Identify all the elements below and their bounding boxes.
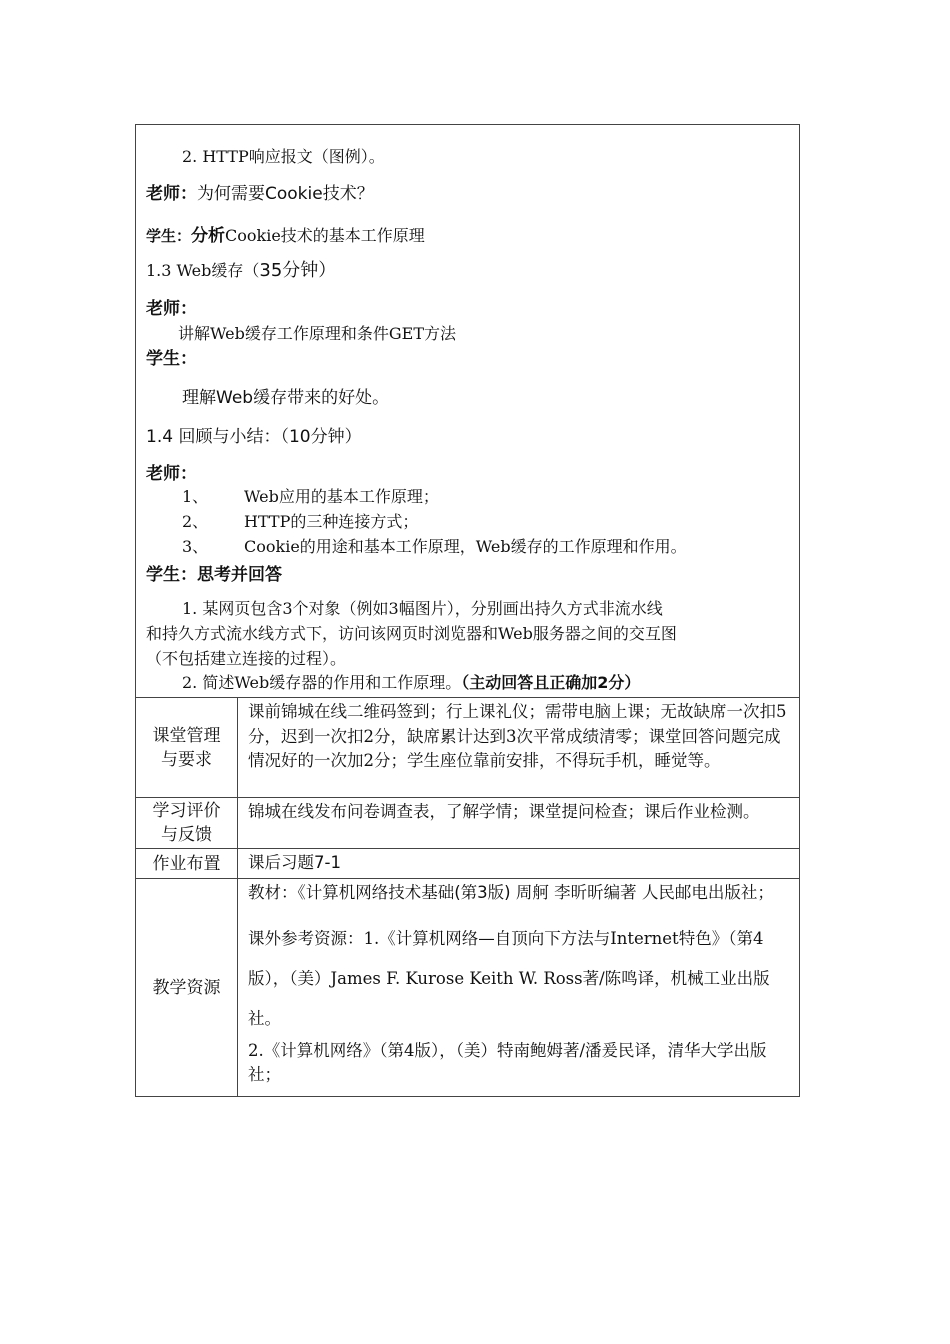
textbook-reference: 教材：《计算机网络技术基础(第3版) 周舸 李昕昕编著 人民邮电出版社； xyxy=(248,883,774,902)
teaching-process-cell xyxy=(136,125,800,698)
bonus-note: （主动回答且正确加2分） xyxy=(461,673,641,692)
review-item-number: 3、 xyxy=(182,537,209,556)
classroom-management-text: 课前锦城在线二维码签到；行上课礼仪；需带电脑上课；无故缺席一次扣5分，迟到一次扣2分，缺席累计达到3次平常成绩清零；课堂回答问题完成情况好的一次加2分；学生座位靠前安排，不得玩手机，睡觉等。 xyxy=(238,698,800,798)
review-item-2 xyxy=(182,512,789,532)
review-item-3 xyxy=(182,537,789,557)
teacher-label-2: 老师： xyxy=(146,299,197,319)
review-item-text: HTTP的三种连接方式； xyxy=(244,512,419,531)
teacher-label: 老师： xyxy=(146,184,197,204)
teaching-process-row xyxy=(136,125,800,698)
evaluation-text: 锦城在线发布问卷调查表，了解学情；课堂提问检查；课后作业检测。 xyxy=(238,798,800,849)
http-response-line: 2. HTTP响应报文（图例）。 xyxy=(182,147,385,166)
student-label-2: 学生： xyxy=(146,349,197,369)
classroom-management-label: 课堂管理 与要求 xyxy=(136,698,238,798)
review-heading: 1.4 回顾与小结：（10分钟） xyxy=(146,427,362,447)
lesson-plan-table xyxy=(135,124,800,1097)
teacher-label-3: 老师： xyxy=(146,464,197,484)
teacher-question: 为何需要Cookie技术？ xyxy=(197,184,374,204)
analysis-keyword: 分析 xyxy=(191,226,226,246)
homework-text: 课后习题7-1 xyxy=(238,849,800,879)
student-analysis-line xyxy=(146,226,789,246)
question-1-line-1: 1. 某网页包含3个对象（例如3幅图片），分别画出持久方式非流水线 xyxy=(182,599,663,618)
section-duration: 35分钟） xyxy=(259,260,337,281)
web-cache-heading xyxy=(146,261,789,281)
review-item-number: 2、 xyxy=(182,512,209,531)
review-item-number: 1、 xyxy=(182,487,209,506)
section-number: 1.3 Web缓存（ xyxy=(146,261,260,280)
homework-row xyxy=(136,849,800,879)
reference-2: 2.《计算机网络》（第4版），（美）特南鲍姆著/潘爰民译，清华大学出版社； xyxy=(248,1041,767,1084)
review-item-text: Web应用的基本工作原理； xyxy=(244,487,439,506)
teacher-question-line xyxy=(146,184,789,204)
classroom-management-row xyxy=(136,698,800,798)
evaluation-label: 学习评价 与反馈 xyxy=(136,798,238,849)
analysis-text: Cookie技术的基本工作原理 xyxy=(225,226,425,245)
question-1-line-3: （不包括建立连接的过程）。 xyxy=(146,649,347,668)
student-think-label: 学生：思考并回答 xyxy=(146,565,282,585)
evaluation-row xyxy=(136,798,800,849)
student-label: 学生： xyxy=(146,227,192,245)
teacher-cache-text: 讲解Web缓存工作原理和条件GET方法 xyxy=(178,324,456,343)
teaching-resources-row xyxy=(136,879,800,1097)
question-2-text: 2. 简述Web缓存器的作用和工作原理。 xyxy=(182,673,462,692)
reference-1: 课外参考资源：1.《计算机网络—自顶向下方法与Internet特色》（第4版），（美）James F. Kurose Keith W. Ross著/陈鸣译，机械工业出版社。 xyxy=(248,929,770,1028)
question-1-line-2: 和持久方式流水线方式下，访问该网页时浏览器和Web服务器之间的交互图 xyxy=(146,624,677,643)
question-2-line xyxy=(182,673,789,693)
review-item-1 xyxy=(182,487,789,507)
student-cache-text: 理解Web缓存带来的好处。 xyxy=(182,388,390,408)
teaching-resources-label: 教学资源 xyxy=(136,879,238,1097)
review-item-text: Cookie的用途和基本工作原理，Web缓存的工作原理和作用。 xyxy=(244,537,687,556)
teaching-resources-cell xyxy=(238,879,800,1097)
homework-label: 作业布置 xyxy=(136,849,238,879)
